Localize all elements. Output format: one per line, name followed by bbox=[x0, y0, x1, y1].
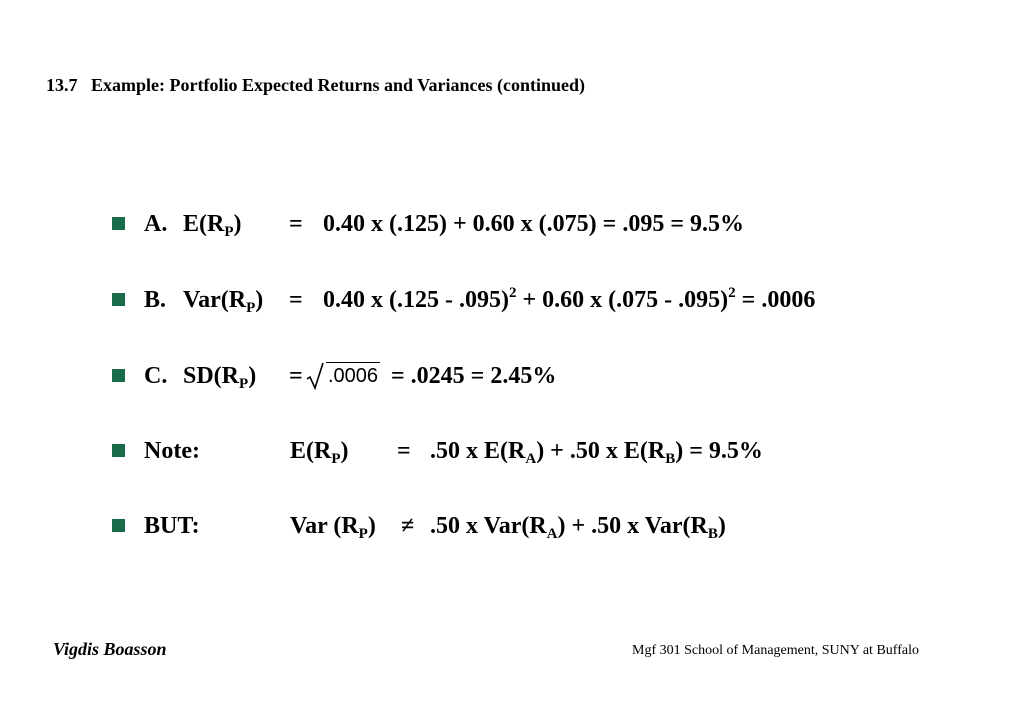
item-label: A. bbox=[144, 211, 168, 237]
list-item-c bbox=[0, 360, 1024, 396]
item-expression: 0.40 x (.125) + 0.60 x (.075) = .095 = 9.5% bbox=[323, 211, 744, 237]
square-bullet-icon bbox=[112, 444, 125, 457]
item-expression: 0.40 x (.125 - .095)$^2$ + 0.60 x (.075 - .095)$^2$ = .0006 bbox=[323, 285, 816, 313]
equals-sign: = bbox=[289, 363, 303, 389]
square-bullet-icon bbox=[112, 369, 125, 382]
item-expression: = .0245 = 2.45% bbox=[391, 363, 557, 389]
item-term: $SD(R_P)$ bbox=[183, 363, 257, 392]
item-term: Var $(R_P)$ bbox=[290, 513, 376, 542]
item-expression: .50 x $Var(R_A) + .50$ x $Var(R_B)$ bbox=[430, 513, 726, 542]
list-item-but bbox=[0, 510, 1024, 546]
square-root-icon bbox=[306, 362, 324, 390]
square-bullet-icon bbox=[112, 519, 125, 532]
item-label: B. bbox=[144, 287, 167, 313]
list-item-a bbox=[0, 208, 1024, 244]
item-label: Note: bbox=[144, 438, 200, 464]
square-bullet-icon bbox=[112, 217, 125, 230]
equals-sign: = bbox=[289, 287, 303, 313]
slide-title: 13.7 Example: Portfolio Expected Returns and Variances (continued) bbox=[46, 75, 585, 95]
radicand: .0006 bbox=[326, 362, 380, 389]
item-term: $Var(R_P)$ bbox=[183, 287, 264, 316]
list-item-b bbox=[0, 284, 1024, 320]
footer-author: Vigdis Boasson bbox=[53, 639, 167, 659]
equals-sign: = bbox=[397, 438, 411, 464]
square-bullet-icon bbox=[112, 293, 125, 306]
list-item-note bbox=[0, 435, 1024, 471]
item-term: $E(R_P)$ bbox=[290, 438, 349, 467]
equals-sign: = bbox=[289, 211, 303, 237]
item-expression: .50 x $E(R_A) + .50$ x $E(R_B) = 9.5\%$ bbox=[430, 438, 763, 467]
item-label: BUT: bbox=[144, 513, 200, 539]
footer-course: Mgf 301 School of Management, SUNY at Buffalo bbox=[632, 643, 919, 658]
item-term: $E(R_P)$ bbox=[183, 211, 242, 240]
not-equal-sign: ≠ bbox=[401, 513, 415, 539]
item-label: C. bbox=[144, 363, 168, 389]
